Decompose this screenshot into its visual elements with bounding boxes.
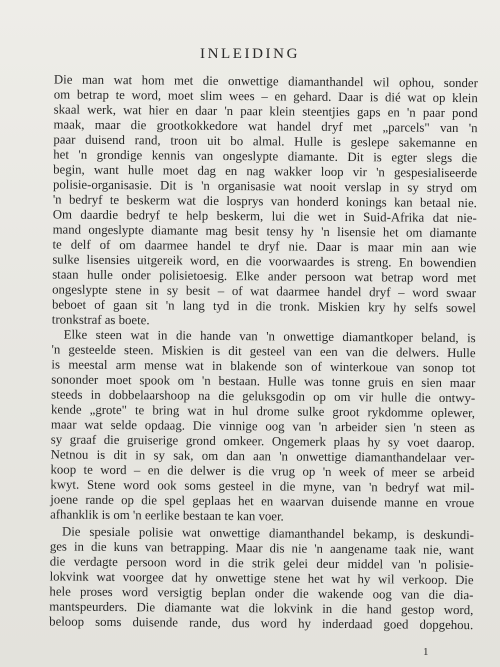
text-line: sononder moet spook om 'n bestaan. Hulle was tonne gruis en sien maar: [51, 372, 476, 391]
page-number: 1: [423, 646, 429, 658]
chapter-heading: INLEIDING: [199, 46, 301, 62]
text-line: koop te word – en die delwer is die vrug op 'n week of meer se arbeid: [50, 462, 475, 481]
text-line: beboet of gaan sit 'n lang tyd in die tronk. Miskien kry hy selfs sowel: [51, 297, 477, 316]
text-line: paar duisend rand, troon uit bo almal. Hulle is geslepe sakemanne en: [53, 132, 478, 151]
text-line: begin, want hulle moet dag en nag wakker loop vir 'n gespesialiseerde: [53, 162, 478, 181]
text-line: die verdagte persoon word in die strik gelei deur middel van 'n polisie-: [49, 554, 474, 573]
text-line: is meestal arm mense wat in blakende son of winterkoue van sonop tot: [51, 357, 476, 376]
text-line: maar wat selde opdaag. Die vinnige oog van 'n arbeider sien 'n steen as: [50, 417, 475, 436]
text-line: te delf of om daarmee handel te dryf nie. Daar is maar min aan wie: [52, 237, 477, 256]
text-line: Elke steen wat in die hande van 'n onwettige diamantkoper beland, is: [63, 327, 476, 346]
text-line: mantspeurders. Die diamante wat die lokvink in die hand gestop word,: [49, 599, 474, 618]
text-line: ges in die kuns van betrapping. Maar dis nie 'n aangename taak nie, want: [49, 539, 474, 558]
text-line: mand ongeslypte diamante mag besit tensy hy 'n lisensie het om diamante: [52, 222, 477, 241]
text-line: beloop soms duisende rande, dus word hy inderdaad goed dopgehou.: [49, 614, 474, 633]
text-line: Om daardie bedryf te help beskerm, lui die wet in Suid-Afrika dat nie-: [52, 207, 477, 226]
text-line: kwyt. Stene word ook soms gesteel in die myne, van 'n bedryf wat mil-: [50, 477, 475, 496]
text-line: joene rande op die spel geplaas het en waarvan duisende manne en vroue: [50, 492, 475, 511]
text-line: ongeslypte stene in sy besit – of wat daarmee handel dryf – word swaar: [52, 282, 477, 301]
text-line: steeds in dobbelaarshoop na die geluksgodin op om vir hulle die ontwy-: [51, 387, 476, 406]
text-line: hele proses word versigtig beplan onder die wakende oog van die dia-: [49, 584, 474, 603]
text-line: 'n bedryf te beskerm wat die losprys van honderd konings kan betaal nie.: [52, 192, 477, 211]
body-text: [0, 72, 500, 636]
text-line: polisie-organisasie. Dit is 'n organisasie wat nooit verslap in sy stryd om: [52, 177, 478, 196]
text-line: Die man wat hom met die onwettige diamanthandel wil ophou, sonder: [53, 72, 478, 91]
text-line: sy graaf die gruiserige grond omkeer. Ongemerk plaas hy sy voet daarop.: [50, 432, 475, 451]
text-line: kende „grote" te bring wat in hul drome sulke groot rykdomme oplewer,: [50, 402, 476, 421]
text-line: afhanklik is om 'n eerlike bestaan te kan voer.: [50, 507, 284, 524]
text-line: staan hulle onder polisietoesig. Elke ander persoon wat betrap word met: [52, 267, 477, 286]
text-line: maak, maar die grootkokkedore wat handel dryf met „parcels" van 'n: [53, 117, 478, 136]
text-line: het 'n grondige kennis van ongeslypte diamante. Dit is egter slegs die: [53, 147, 478, 166]
text-line: sulke lisensies uitgereik word, en die voorwaardes is streng. En bowendien: [52, 252, 477, 271]
text-line: 'n gesteelde steen. Miskien is dit gesteel van een van die delwers. Hulle: [51, 342, 476, 361]
text-line: lokvink wat voorgee dat hy onwettige stene het wat hy wil verkoop. Die: [49, 569, 474, 588]
text-line: om betrap te word, moet slim wees – en gehard. Daar is dié wat op klein: [53, 87, 478, 106]
text-line: Netnou is dit in sy sak, om dan aan 'n onwettige diamanthandelaar ver-: [50, 447, 475, 466]
text-line: tronkstraf as boete.: [51, 312, 150, 328]
text-line: skaal werk, wat hier en daar 'n paar klein steentjies gaps en 'n paar pond: [53, 102, 478, 121]
text-line: Die spesiale polisie wat onwettige diamanthandel bekamp, is deskundi-: [61, 524, 475, 543]
